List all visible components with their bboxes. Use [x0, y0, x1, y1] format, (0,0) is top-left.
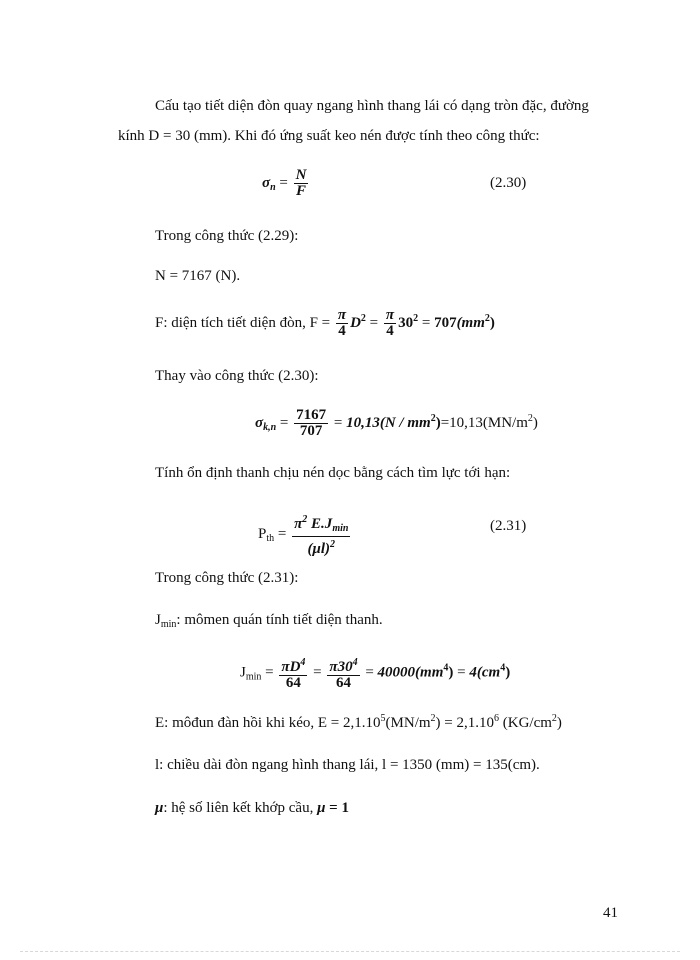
equation-number: (2.30) — [490, 175, 527, 191]
equation-sigma-kn: $\sigma_{k,n}$ = $\frac{7167}{707}$ = $10,13(N / mm^2)=10,13(MN/m^2)$ — [255, 407, 538, 439]
fraction: $\frac{N}{F}$ — [295, 167, 307, 199]
paragraph-line: kính D = 30 (mm). Khi đó ứng suất keo nén được tính theo công thức: — [118, 128, 540, 144]
paragraph-line: N = 7167 (N). — [155, 268, 241, 284]
paragraph-line: Tính ổn định thanh chịu nén dọc bằng cách tìm lực tới hạn: — [155, 465, 511, 481]
area-formula-line: F: diện tích tiết diện đòn, F = $\frac{\pi}{4}$ $D^2$ = $\frac{\pi}{4}$ $30^2 = 707(mm^2)$ — [155, 307, 495, 339]
paragraph-line: Cấu tạo tiết diện đòn quay ngang hình thang lái có dạng tròn đặc, đường — [155, 98, 589, 114]
paragraph-line: E: môđun đàn hồi khi kéo, $E = 2,1.10^5(MN/m^2) = 2,1.10^6$ $(KG/cm^2)$ — [155, 713, 562, 731]
paragraph-line: Thay vào công thức (2.30): — [155, 368, 319, 384]
equation-2-31: $P_{th}$ = $\frac{\pi^2 E.J_{min}}{(\mu l)^2}$ — [258, 514, 349, 557]
equation-2-30: $\sigma_n$ = $\frac{N}{F}$ — [262, 167, 307, 199]
equation-number: (2.31) — [490, 518, 527, 534]
paragraph-line: μ: hệ số liên kết khớp cầu, μ = 1 — [155, 800, 349, 816]
paragraph-line: $J_{min}$: mômen quán tính tiết diện thanh. — [155, 612, 383, 630]
paragraph-line: Trong công thức (2.29): — [155, 228, 299, 244]
paragraph-line: Trong công thức (2.31): — [155, 570, 299, 586]
equation-j-min: $J_{min}$ = $\frac{\pi D^4}{64}$ = $\frac{\pi 30^4}{64}$ = $40000(mm^4) = 4(cm^4)$ — [240, 657, 511, 691]
footer-divider — [20, 951, 680, 952]
page-number: 41 — [603, 905, 618, 921]
paragraph-line: l: chiều dài đòn ngang hình thang lái, l = 1350 (mm) = 135(cm). — [155, 757, 540, 773]
